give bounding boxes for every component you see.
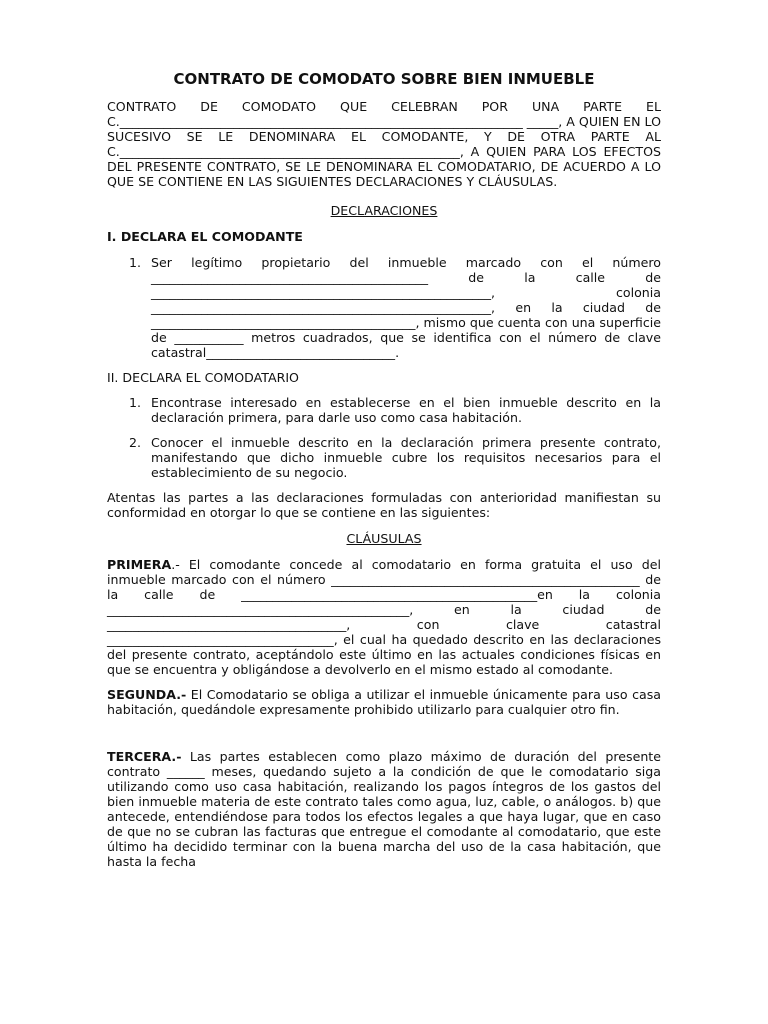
document-title: CONTRATO DE COMODATO SOBRE BIEN INMUEBLE bbox=[173, 70, 595, 88]
clausula-tercera bbox=[107, 749, 661, 869]
list-item bbox=[107, 435, 661, 480]
list-item-number: 1. bbox=[129, 255, 142, 270]
list-item-text: Encontrase interesado en establecerse en el bien inmueble descrito en la declaración primera, para darle uso como casa habitación. bbox=[151, 395, 661, 425]
list-item-number: 2. bbox=[129, 435, 142, 450]
clausulas-heading: CLÁUSULAS bbox=[346, 531, 422, 546]
clausula-segunda bbox=[107, 687, 661, 717]
clausula-text: .- El comodante concede al comodatario en forma gratuita el uso del inmueble marcado con el número _________________________________________________ de la calle de _______________________________________________en la colonia ________________________________________________, en la ciudad de ______________________________________, con clave catastral ____________________________________, el cual ha quedado descrito en las declaraciones del presente contrato, aceptándolo este último en las actuales condiciones físicas en que se encuentra y obligándose a devolverlo en el mismo estado al comodante. bbox=[107, 557, 661, 677]
atentas-paragraph: Atentas las partes a las declaraciones formuladas con anterioridad manifiestan su conformidad en otorgar lo que se contiene en las siguientes: bbox=[107, 490, 661, 520]
clausula-label: TERCERA.- bbox=[107, 749, 182, 764]
clausula-primera bbox=[107, 557, 661, 677]
comodante-heading: I. DECLARA EL COMODANTE bbox=[107, 229, 303, 244]
document-body bbox=[107, 70, 661, 869]
clausula-text: El Comodatario se obliga a utilizar el inmueble únicamente para uso casa habitación, quedándole expresamente prohibido utilizarlo para cualquier otro fin. bbox=[107, 687, 661, 717]
clausula-text: Las partes establecen como plazo máximo de duración del presente contrato ______ meses, quedando sujeto a la condición de que le comodatario siga utilizando como uso casa habitación, realizando los pagos íntegros de los gastos del bien inmueble materia de este contrato tales como agua, luz, cable, o análogos. b) que antecede, entendiéndose para todos los efectos legales a que haya lugar, que en caso de que no se cubran las facturas que entregue el comodante al comodatario, que este último ha decidido terminar con la buena marcha del uso de la casa habitación, que hasta la fecha bbox=[107, 749, 661, 869]
comodatario-list bbox=[107, 395, 661, 480]
intro-paragraph: CONTRATO DE COMODATO QUE CELEBRAN POR UNA PARTE EL C.________________________________________________________________ _____, A QUIEN EN LO SUCESIVO SE LE DENOMINARA EL COMODANTE, Y DE OTRA PARTE AL C.______________________________________________________, A QUIEN PARA LOS EFECTOS DEL PRESENTE CONTRATO, SE LE DENOMINARA EL COMODATARIO, DE ACUERDO A LO QUE SE CONTIENE EN LAS SIGUIENTES DECLARACIONES Y CLÁUSULAS. bbox=[107, 99, 661, 189]
comodante-list bbox=[107, 255, 661, 360]
declaraciones-heading: DECLARACIONES bbox=[330, 203, 438, 218]
list-item-text: Conocer el inmueble descrito en la declaración primera presente contrato, manifestando que dicho inmueble cubre los requisitos necesarios para el establecimiento de su negocio. bbox=[151, 435, 661, 480]
list-item-text: Ser legítimo propietario del inmueble marcado con el número ____________________________________________ de la calle de ______________________________________________________, colonia ______________________________________________________, en la ciudad de __________________________________________, mismo que cuenta con una superficie de ___________ metros cuadrados, que se identifica con el número de clave catastral______________________________. bbox=[151, 255, 661, 360]
list-item bbox=[107, 255, 661, 360]
comodatario-heading: II. DECLARA EL COMODATARIO bbox=[107, 370, 299, 385]
clausula-label: SEGUNDA.- bbox=[107, 687, 187, 702]
list-item bbox=[107, 395, 661, 425]
list-item-number: 1. bbox=[129, 395, 142, 410]
clausula-label: PRIMERA bbox=[107, 557, 172, 572]
